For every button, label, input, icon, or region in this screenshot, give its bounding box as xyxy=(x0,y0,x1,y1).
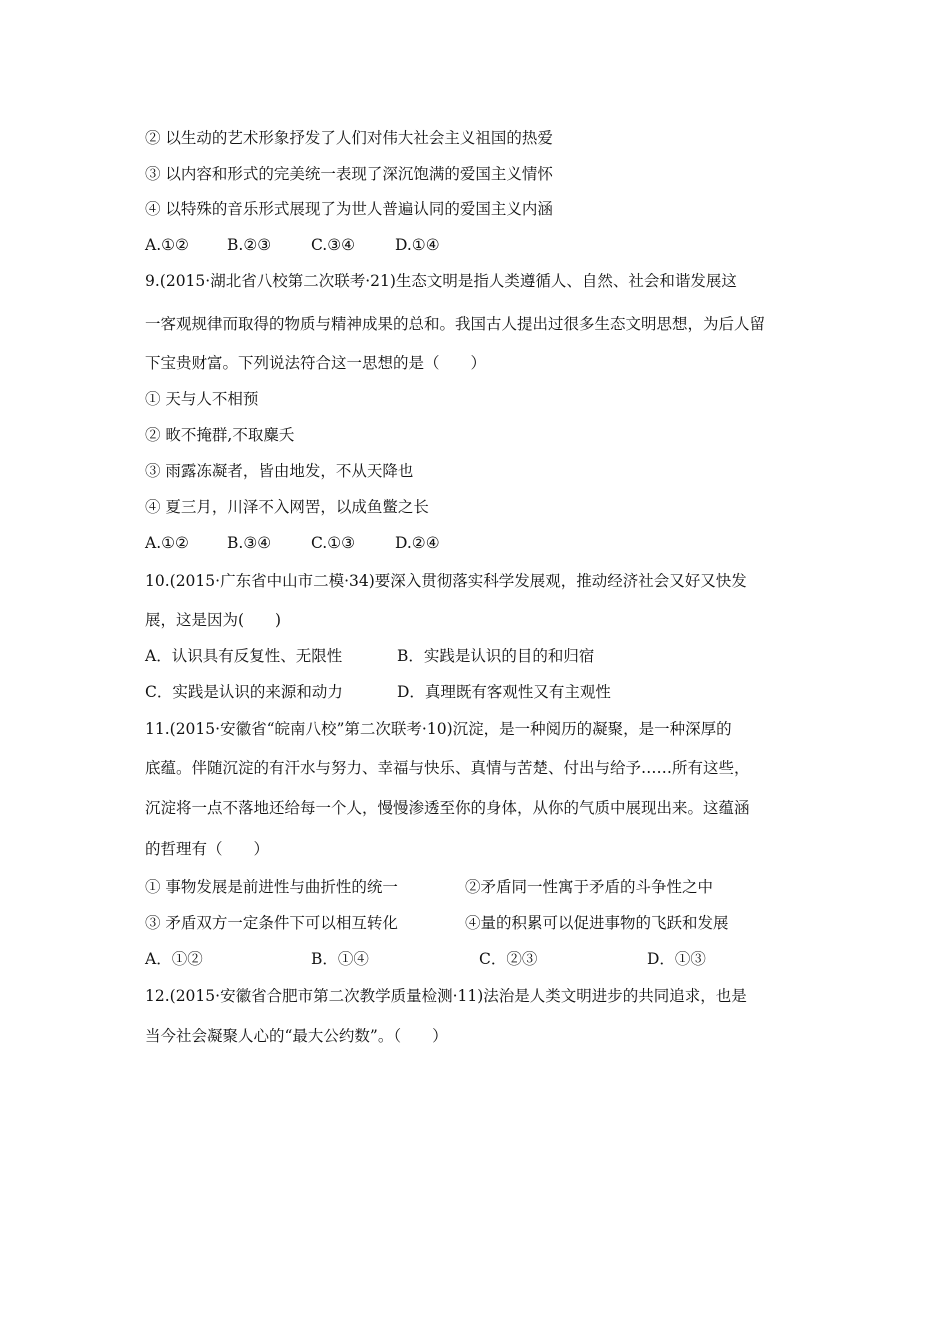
q11-stem-line-4: 的哲理有（ ） xyxy=(145,840,270,858)
q9-option-2: ② 畋不掩群,不取麋夭 xyxy=(145,426,295,444)
q9-stem-line-2: 一客观规律而取得的物质与精神成果的总和。我国古人提出过很多生态文明思想，为后人留 xyxy=(145,315,766,333)
q11-stem-line-3: 沉淀将一点不落地还给每一个人，慢慢渗透至你的身体，从你的气质中展现出来。这蕴涵 xyxy=(145,799,750,817)
q9-option-4: ④ 夏三月，川泽不入网罟，以成鱼鳖之长 xyxy=(145,498,429,516)
q11-option-3: ③ 矛盾双方一定条件下可以相互转化 xyxy=(145,914,398,932)
q10-stem-line-2: 展，这是因为( ) xyxy=(145,611,282,629)
q11-choice-d: D．①③ xyxy=(647,950,706,968)
q10-option-b: B．实践是认识的目的和归宿 xyxy=(397,647,595,665)
q11-stem-line-1: 11.(2015·安徽省“皖南八校”第二次联考·10)沉淀，是一种阅历的凝聚，是一种深厚的 xyxy=(145,720,732,738)
q8-choice-d: D.①④ xyxy=(395,236,440,254)
q11-stem-line-2: 底蕴。伴随沉淀的有汗水与努力、幸福与快乐、真情与苦楚、付出与给予……所有这些， xyxy=(145,759,750,777)
q9-stem-line-3: 下宝贵财富。下列说法符合这一思想的是（ ） xyxy=(145,354,487,372)
q9-option-3: ③ 雨露冻凝者，皆由地发，不从天降也 xyxy=(145,462,414,480)
q8-choice-b: B.②③ xyxy=(227,236,272,254)
q11-option-4: ④量的积累可以促进事物的飞跃和发展 xyxy=(465,914,729,932)
q9-stem-line-1: 9.(2015·湖北省八校第二次联考·21)生态文明是指人类遵循人、自然、社会和谐发展这 xyxy=(145,272,737,290)
q9-choice-b: B.③④ xyxy=(227,534,272,552)
q9-choice-c: C.①③ xyxy=(311,534,356,552)
q9-choice-a: A.①② xyxy=(145,534,189,552)
q10-stem-line-1: 10.(2015·广东省中山市二模·34)要深入贯彻落实科学发展观，推动经济社会又好又快发 xyxy=(145,572,747,590)
q10-option-d: D．真理既有客观性又有主观性 xyxy=(397,683,611,701)
q10-option-a: A．认识具有反复性、无限性 xyxy=(145,647,343,665)
q11-choice-a: A．①② xyxy=(145,950,203,968)
q11-option-2: ②矛盾同一性寓于矛盾的斗争性之中 xyxy=(465,878,714,896)
q10-option-c: C．实践是认识的来源和动力 xyxy=(145,683,343,701)
q8-choice-c: C.③④ xyxy=(311,236,356,254)
q9-choice-d: D.②④ xyxy=(395,534,440,552)
q8-option-4: ④ 以特殊的音乐形式展现了为世人普遍认同的爱国主义内涵 xyxy=(145,200,553,218)
q8-option-3: ③ 以内容和形式的完美统一表现了深沉饱满的爱国主义情怀 xyxy=(145,165,553,183)
q11-choice-c: C．②③ xyxy=(479,950,538,968)
q12-stem-line-1: 12.(2015·安徽省合肥市第二次教学质量检测·11)法治是人类文明进步的共同追求，也是 xyxy=(145,987,747,1005)
q9-option-1: ① 天与人不相预 xyxy=(145,390,259,408)
q11-option-1: ① 事物发展是前进性与曲折性的统一 xyxy=(145,878,398,896)
q11-choice-b: B．①④ xyxy=(311,950,369,968)
q12-stem-line-2: 当今社会凝聚人心的“最大公约数”。（ ） xyxy=(145,1027,448,1045)
q8-option-2: ② 以生动的艺术形象抒发了人们对伟大社会主义祖国的热爱 xyxy=(145,129,553,147)
q8-choice-a: A.①② xyxy=(145,236,189,254)
